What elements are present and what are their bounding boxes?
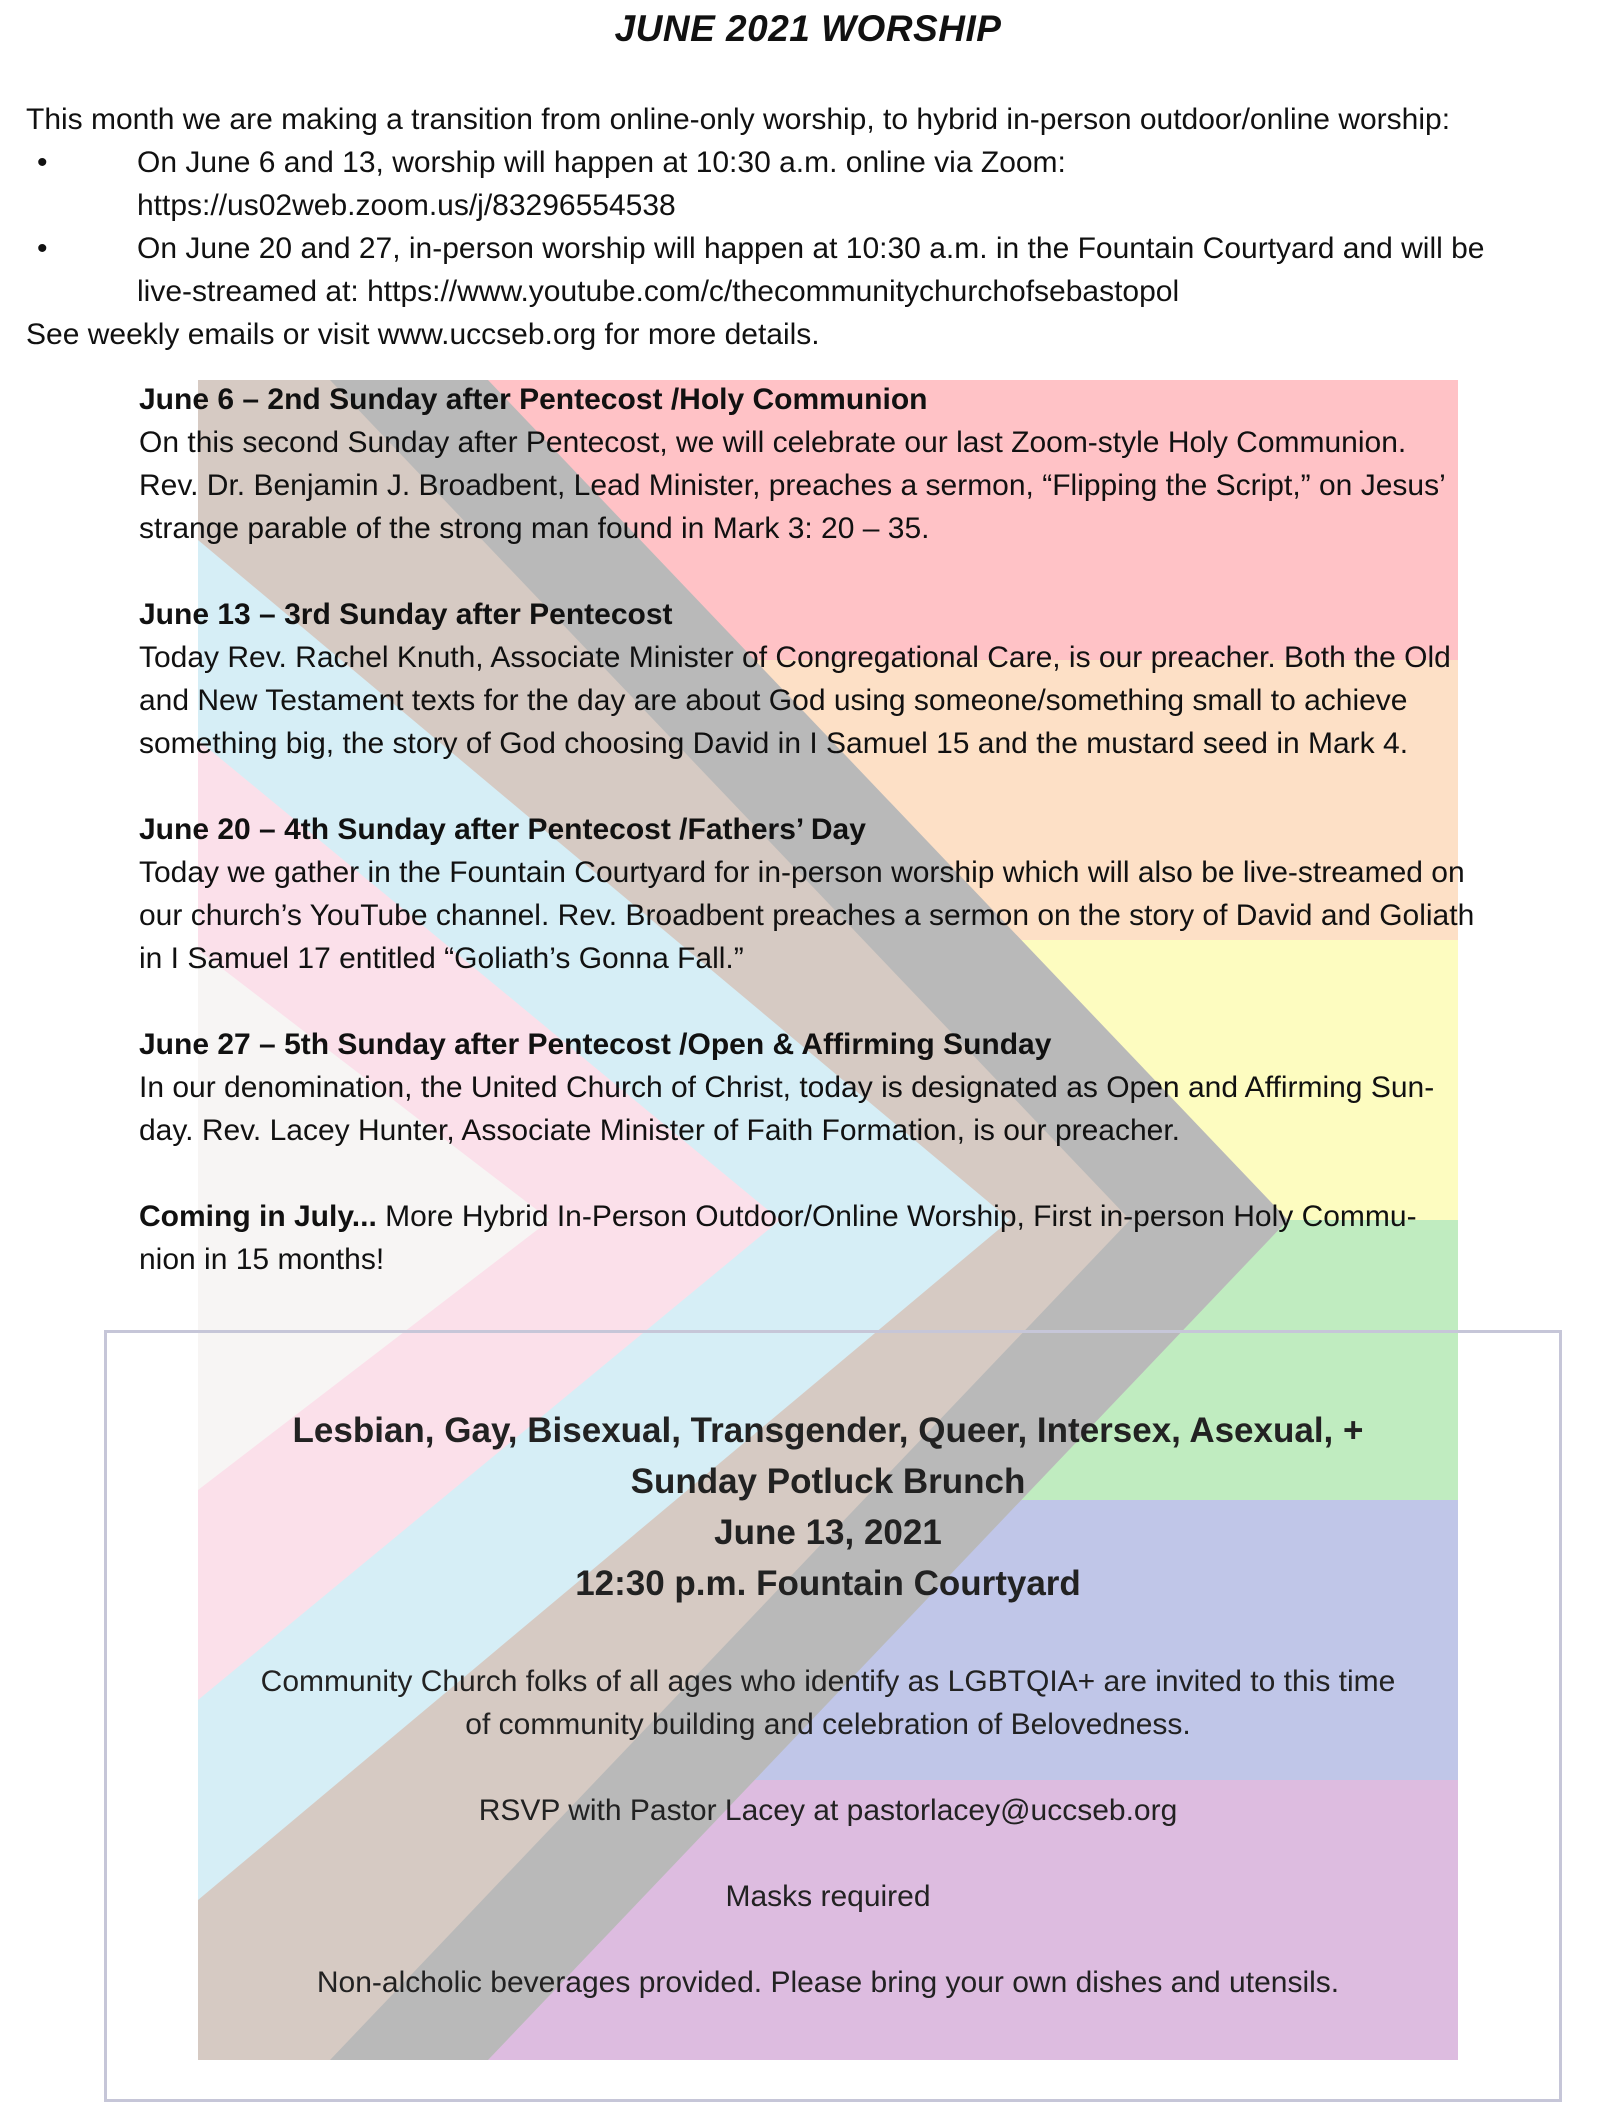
event-text: something big, the story of God choosing David in I Samuel 15 and the mustard seed in Mark 4.: [139, 727, 1409, 760]
event-june-27: [139, 1023, 1579, 1152]
bullet-icon: •: [37, 232, 48, 265]
event-text: and New Testament texts for the day are about God using someone/something small to achieve: [139, 684, 1408, 717]
brunch-heading: [0, 1405, 1616, 1609]
intro-section: [26, 98, 1611, 356]
event-text: day. Rev. Lacey Hunter, Associate Minister of Faith Formation, is our preacher.: [139, 1114, 1181, 1147]
bullet-text: On June 20 and 27, in-person worship will happen at 10:30 a.m. in the Fountain Courtyard and will be: [137, 232, 1485, 265]
intro-footer: See weekly emails or visit www.uccseb.org for more details.: [26, 318, 820, 351]
event-text: In our denomination, the United Church of Christ, today is designated as Open and Affirming Sun-: [139, 1071, 1435, 1104]
brunch-invite-line: of community building and celebration of Belovedness.: [465, 1708, 1191, 1741]
brunch-masks: Masks required: [725, 1880, 931, 1913]
event-june-20: [139, 808, 1579, 980]
event-title: June 27 – 5th Sunday after Pentecost /Open & Affirming Sunday: [139, 1028, 1052, 1061]
bullet-text: On June 6 and 13, worship will happen at 10:30 a.m. online via Zoom:: [137, 146, 1066, 179]
event-text: strange parable of the strong man found in Mark 3: 20 – 35.: [139, 512, 930, 545]
event-text: in I Samuel 17 entitled “Goliath’s Gonna Fall.”: [139, 942, 744, 975]
event-title: June 20 – 4th Sunday after Pentecost /Fathers’ Day: [139, 813, 866, 846]
brunch-heading-line: Lesbian, Gay, Bisexual, Transgender, Queer, Intersex, Asexual, +: [292, 1411, 1364, 1450]
brunch-date: June 13, 2021: [714, 1513, 942, 1552]
event-text: On this second Sunday after Pentecost, we will celebrate our last Zoom-style Holy Communion.: [139, 426, 1407, 459]
coming-in-july: [139, 1195, 1579, 1281]
intro-bullet: [26, 141, 1611, 227]
coming-line: [139, 1195, 1579, 1238]
brunch-beverages: Non-alcholic beverages provided. Please bring your own dishes and utensils.: [316, 1966, 1340, 1999]
coming-label: Coming in July...: [139, 1200, 377, 1233]
youtube-link[interactable]: live-streamed at: https://www.youtube.com/c/thecommunitychurchofsebastopol: [137, 275, 1180, 308]
intro-bullet: [26, 227, 1611, 313]
coming-text: More Hybrid In-Person Outdoor/Online Worship, First in-person Holy Commu-: [376, 1200, 1417, 1233]
brunch-invite-line: Community Church folks of all ages who identify as LGBTQIA+ are invited to this time: [260, 1665, 1396, 1698]
event-text: our church’s YouTube channel. Rev. Broadbent preaches a sermon on the story of David and Goliath: [139, 899, 1475, 932]
event-text: Rev. Dr. Benjamin J. Broadbent, Lead Minister, preaches a sermon, “Flipping the Script,” on Jesus’: [139, 469, 1446, 502]
page-title: JUNE 2021 WORSHIP: [614, 8, 1002, 49]
coming-text-continued: nion in 15 months!: [139, 1243, 385, 1276]
event-title: June 6 – 2nd Sunday after Pentecost /Holy Communion: [139, 383, 928, 416]
event-text: Today we gather in the Fountain Courtyard for in-person worship which will also be live-streamed on: [139, 856, 1465, 889]
brunch-heading-line: Sunday Potluck Brunch: [630, 1462, 1026, 1501]
event-text: Today Rev. Rachel Knuth, Associate Minister of Congregational Care, is our preacher. Both the Old: [139, 641, 1451, 674]
event-june-6: [139, 378, 1579, 550]
bullet-icon: •: [37, 146, 48, 179]
event-title: June 13 – 3rd Sunday after Pentecost: [139, 598, 673, 631]
event-june-13: [139, 593, 1579, 765]
intro-lead: This month we are making a transition from online-only worship, to hybrid in-person outdoor/online worship:: [26, 103, 1451, 136]
events-list: [139, 378, 1579, 1324]
brunch-details: [0, 1660, 1616, 2004]
brunch-time-location: 12:30 p.m. Fountain Courtyard: [575, 1564, 1081, 1603]
zoom-link[interactable]: https://us02web.zoom.us/j/83296554538: [137, 189, 676, 222]
brunch-rsvp[interactable]: RSVP with Pastor Lacey at pastorlacey@uccseb.org: [478, 1794, 1178, 1827]
